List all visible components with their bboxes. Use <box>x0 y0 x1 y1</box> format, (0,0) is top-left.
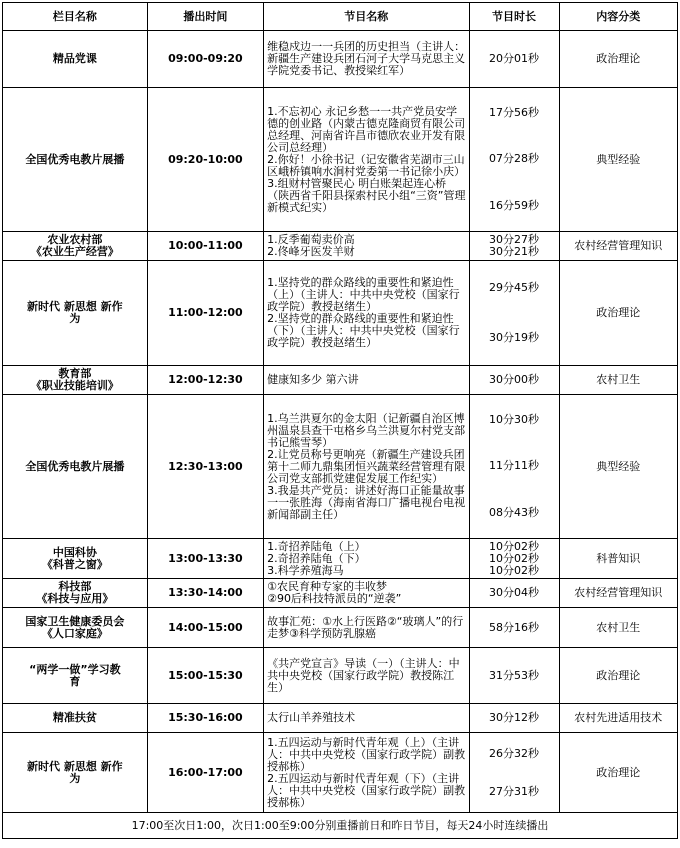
column-name: 《农业生产经营》 <box>30 245 119 258</box>
footer-row <box>3 813 678 839</box>
column-name-cell <box>3 232 148 261</box>
content-category: 农村先进适用技术 <box>559 704 677 733</box>
program-duration: 10分02秒 <box>489 539 540 553</box>
program-name: 2.坚持党的群众路线的重要性和紧迫性（下）（主讲人：中共中央党校（国家行政学院）教授赵绪生） <box>267 312 460 349</box>
program-duration: 10分02秒 <box>489 551 540 565</box>
schedule-row <box>3 261 678 366</box>
duration-cell <box>469 579 559 608</box>
program-name: 维稳戍边一一兵团的历史担当（主讲人：新疆生产建设兵团石河子大学马克思主义学院党委书记、教授梁红军） <box>267 40 466 77</box>
program-duration: 30分19秒 <box>489 331 540 345</box>
program-duration: 27分31秒 <box>489 784 540 798</box>
program-name: 太行山羊养殖技术 <box>267 711 356 724</box>
program-name: 1.五四运动与新时代青年观（上）（主讲人：中共中央党校（国家行政学院）副教授郝栋） <box>267 735 466 773</box>
column-name: 《科技与应用》 <box>36 592 114 605</box>
duration-cell <box>469 733 559 813</box>
program-name: 3.科学养殖海马 <box>267 563 344 577</box>
program-duration: 20分01秒 <box>489 52 540 65</box>
column-name: 国家卫生健康委员会 <box>25 614 125 628</box>
program-duration: 30分27秒 <box>489 232 540 246</box>
column-name: 《科普之窗》 <box>41 557 108 571</box>
program-name: 《共产党宣言》导读（一）（主讲人：中共中央党校（国家行政学院）教授陈江生） <box>267 656 460 694</box>
column-name: 教育部 <box>58 367 92 380</box>
column-name: 精准扶贫 <box>52 711 97 724</box>
program-name-cell <box>264 608 469 648</box>
duration-cell <box>469 539 559 579</box>
column-name: 《职业技能培训》 <box>30 379 119 392</box>
air-time: 16:00-17:00 <box>147 733 263 813</box>
content-category: 典型经验 <box>559 395 677 539</box>
content-category: 典型经验 <box>559 88 677 232</box>
column-name: 农业农村部 <box>47 233 103 246</box>
air-time: 13:30-14:00 <box>147 579 263 608</box>
column-name-cell <box>3 88 148 232</box>
header-category: 内容分类 <box>559 3 677 31</box>
column-name: 育 <box>69 674 81 688</box>
air-time: 15:30-16:00 <box>147 704 263 733</box>
header-air-time: 播出时间 <box>147 3 263 31</box>
column-name: “两学一做”学习教 <box>29 662 121 676</box>
air-time: 13:00-13:30 <box>147 539 263 579</box>
content-category: 科普知识 <box>559 539 677 579</box>
air-time: 09:00-09:20 <box>147 31 263 88</box>
schedule-row <box>3 648 678 704</box>
column-name-cell <box>3 608 148 648</box>
duration-cell <box>469 648 559 704</box>
program-duration: 30分21秒 <box>489 245 540 259</box>
program-duration: 58分16秒 <box>489 620 540 634</box>
air-time: 15:00-15:30 <box>147 648 263 704</box>
program-name-cell <box>264 648 469 704</box>
column-name: 新时代 新思想 新作 <box>27 759 123 773</box>
content-category: 农村经营管理知识 <box>559 232 677 261</box>
air-time: 14:00-15:00 <box>147 608 263 648</box>
schedule-row <box>3 608 678 648</box>
program-name: 1.不忘初心 永记乡愁一一共产党员安学德的创业路（内蒙古德克隆商贸有限公司总经理、河南省许昌市德欣农业开发有限公司总经理） <box>267 104 466 154</box>
program-name-cell <box>264 261 469 366</box>
program-duration: 10分30秒 <box>489 412 540 426</box>
program-name-cell <box>264 579 469 608</box>
program-name: 2.让党员称号更响亮（新疆生产建设兵团第十二师九鼎集团恒兴蔬菜经营管理有限公司党支部抓党建促发展工作纪实） <box>267 447 466 485</box>
column-name: 《人口家庭》 <box>41 626 108 640</box>
duration-cell <box>469 261 559 366</box>
duration-cell <box>469 31 559 88</box>
duration-cell <box>469 366 559 395</box>
header-column-name: 栏目名称 <box>3 3 148 31</box>
content-category: 农村卫生 <box>559 366 677 395</box>
header-program-name: 节目名称 <box>264 3 469 31</box>
column-name: 全国优秀电教片展播 <box>25 152 125 166</box>
schedule-row <box>3 539 678 579</box>
column-name-cell <box>3 704 148 733</box>
program-duration: 11分11秒 <box>489 459 540 473</box>
program-duration: 08分43秒 <box>489 506 540 520</box>
duration-cell <box>469 232 559 261</box>
schedule-row <box>3 395 678 539</box>
program-name: ②90后科技特派员的“逆袭” <box>267 592 402 605</box>
program-name: 2.你好！小徐书记（记安徽省芜湖市三山区峨桥镇响水涧村党委第一书记徐小庆） <box>267 152 466 178</box>
program-name: 故事汇苑：①水上行医路②“玻璃人”的行走梦③科学预防乳腺癌 <box>267 614 464 640</box>
column-name-cell <box>3 366 148 395</box>
air-time: 12:30-13:00 <box>147 395 263 539</box>
air-time: 12:00-12:30 <box>147 366 263 395</box>
schedule-row <box>3 88 678 232</box>
program-duration: 07分28秒 <box>489 152 540 166</box>
program-name: ①农民育种专家的丰收梦 <box>267 580 387 593</box>
column-name: 新时代 新思想 新作 <box>27 300 123 313</box>
content-category: 政治理论 <box>559 31 677 88</box>
column-name-cell <box>3 648 148 704</box>
column-name: 为 <box>69 771 81 785</box>
duration-cell <box>469 704 559 733</box>
duration-cell <box>469 395 559 539</box>
program-name: 3.我是共产党员：讲述好海口正能量故事一一张胜海（海南省海口广播电视台电视新闻部副主任） <box>267 483 466 521</box>
content-category: 政治理论 <box>559 261 677 366</box>
content-category: 农村经营管理知识 <box>559 579 677 608</box>
column-name-cell <box>3 261 148 366</box>
program-duration: 30分04秒 <box>489 586 540 599</box>
program-name: 2.佟峰牙医发羊财 <box>267 245 355 258</box>
program-schedule-table <box>2 2 678 839</box>
program-name: 3.组财村管聚民心 明白账架起连心桥（陕西省千阳县探索村民小组“三资”管理新模式纪实） <box>267 176 466 214</box>
program-duration: 30分00秒 <box>489 373 540 386</box>
content-category: 政治理论 <box>559 648 677 704</box>
header-duration: 节目时长 <box>469 3 559 31</box>
content-category: 农村卫生 <box>559 608 677 648</box>
column-name: 全国优秀电教片展播 <box>25 459 125 473</box>
program-name-cell <box>264 539 469 579</box>
program-name-cell <box>264 395 469 539</box>
program-duration: 30分12秒 <box>489 711 540 724</box>
program-name-cell <box>264 232 469 261</box>
column-name: 为 <box>69 312 81 325</box>
column-name-cell <box>3 31 148 88</box>
air-time: 10:00-11:00 <box>147 232 263 261</box>
program-name-cell <box>264 88 469 232</box>
column-name: 科技部 <box>58 580 92 593</box>
replay-note: 17:00至次日1:00，次日1:00至9:00分别重播前日和昨日节目，每天24小时连续播出 <box>3 813 678 839</box>
program-duration: 31分53秒 <box>489 668 540 682</box>
duration-cell <box>469 608 559 648</box>
column-name: 精品党课 <box>52 52 97 65</box>
schedule-row <box>3 31 678 88</box>
schedule-row <box>3 704 678 733</box>
schedule-row <box>3 733 678 813</box>
schedule-row <box>3 232 678 261</box>
program-duration: 26分32秒 <box>489 746 540 760</box>
program-name: 1.奇招养陆龟（上） <box>267 539 366 553</box>
program-name-cell <box>264 366 469 395</box>
program-duration: 17分56秒 <box>489 105 540 119</box>
column-name-cell <box>3 579 148 608</box>
program-name: 1.反季葡萄卖价高 <box>267 233 355 246</box>
program-name: 2.五四运动与新时代青年观（下）（主讲人：中共中央党校（国家行政学院）副教授郝栋） <box>267 771 466 809</box>
header-row <box>3 3 678 31</box>
duration-cell <box>469 88 559 232</box>
program-duration: 10分02秒 <box>489 563 540 577</box>
column-name-cell <box>3 395 148 539</box>
program-name: 健康知多少 第六讲 <box>267 373 359 386</box>
column-name-cell <box>3 733 148 813</box>
program-name-cell <box>264 733 469 813</box>
schedule-body <box>3 31 678 813</box>
air-time: 11:00-12:00 <box>147 261 263 366</box>
schedule-row <box>3 366 678 395</box>
column-name: 中国科协 <box>52 545 97 559</box>
column-name-cell <box>3 539 148 579</box>
program-name: 1.坚持党的群众路线的重要性和紧迫性（上）（主讲人：中共中央党校（国家行政学院）教授赵绪生） <box>267 276 460 313</box>
air-time: 09:20-10:00 <box>147 88 263 232</box>
content-category: 政治理论 <box>559 733 677 813</box>
program-name-cell <box>264 704 469 733</box>
program-name: 2.奇招养陆龟（下） <box>267 551 366 565</box>
program-name: 1.乌兰洪夏尔的金太阳（记新疆自治区博州温泉县查干屯格乡乌兰洪夏尔村党支部书记熊雪琴） <box>267 411 466 449</box>
program-name-cell <box>264 31 469 88</box>
program-duration: 16分59秒 <box>489 199 540 213</box>
program-duration: 29分45秒 <box>489 280 540 294</box>
schedule-row <box>3 579 678 608</box>
